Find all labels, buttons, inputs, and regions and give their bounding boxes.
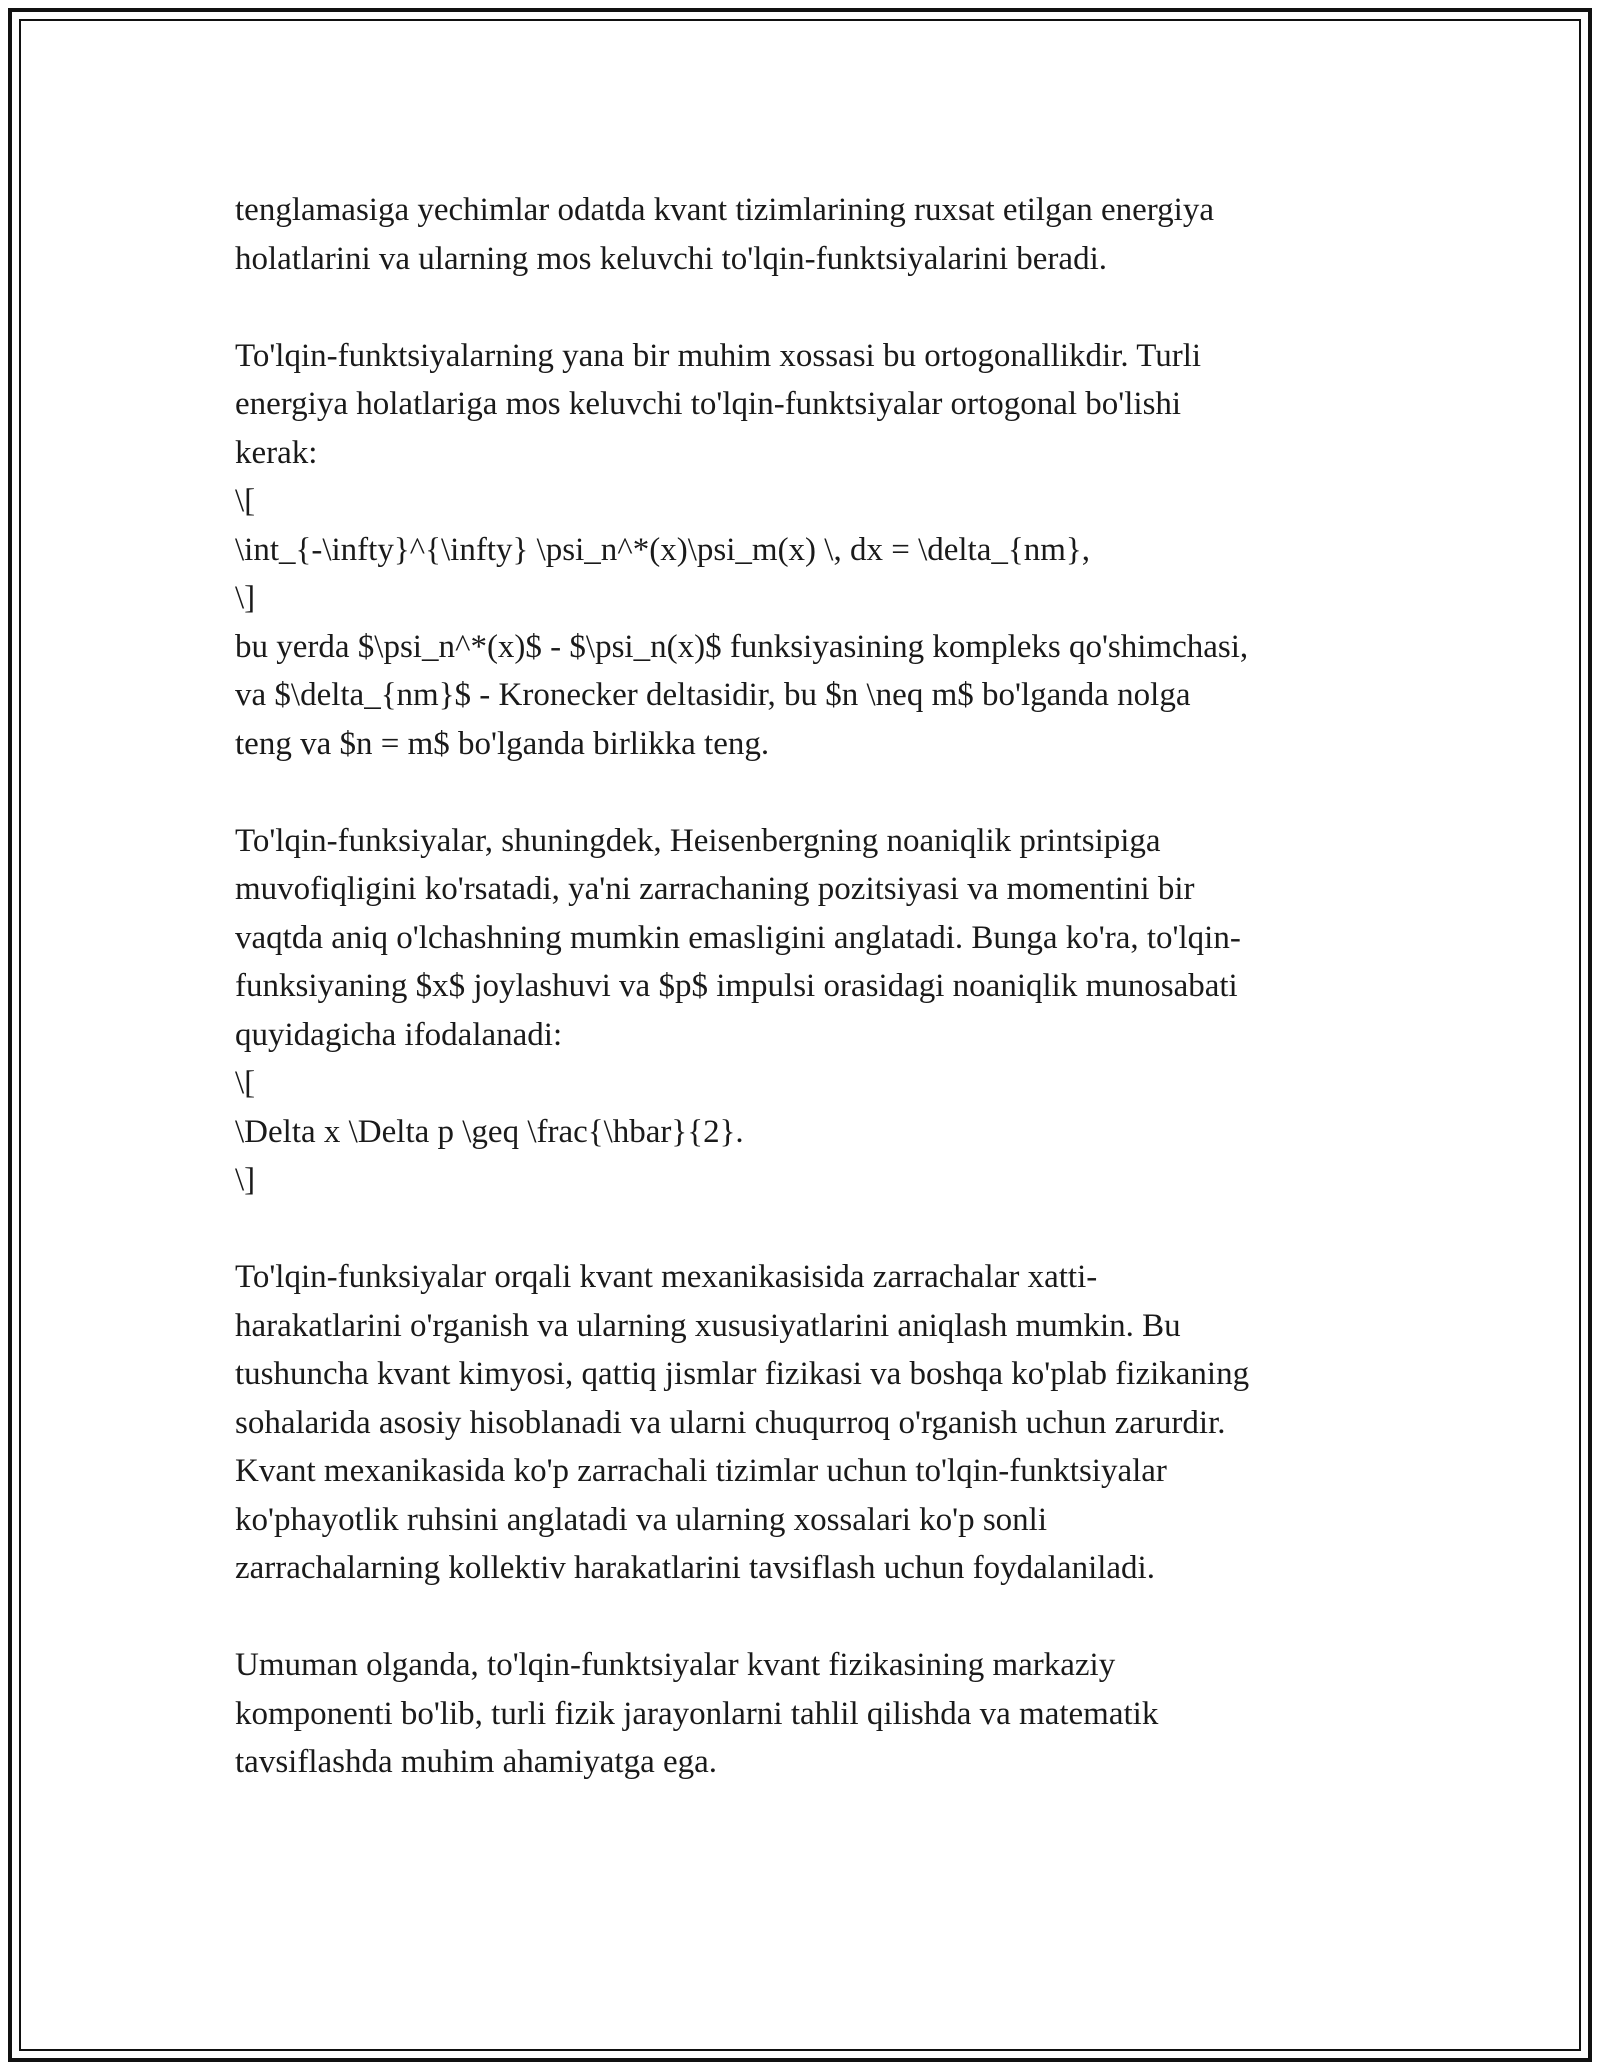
- latex-display-open: \[: [235, 483, 256, 519]
- text-line: tenglamasiga yechimlar odatda kvant tizimlarining ruxsat etilgan energiya: [235, 192, 1214, 228]
- latex-display-close: \]: [235, 1162, 256, 1198]
- paragraph-2: [235, 332, 1365, 769]
- text-line: To'lqin-funksiyalar orqali kvant mexanikasisida zarrachalar xatti-: [235, 1259, 1098, 1295]
- text-line: holatlarini va ularning mos keluvchi to'lqin-funktsiyalarini beradi.: [235, 240, 1107, 277]
- document-body: [235, 186, 1365, 1835]
- paragraph-5: [235, 1641, 1365, 1787]
- latex-uncertainty-equation: \Delta x \Delta p \geq \frac{\hbar}{2}.: [235, 1113, 744, 1150]
- text-line: ko'phayotlik ruhsini anglatadi va ularning xossalari ko'p sonli: [235, 1501, 1048, 1538]
- text-line: muvofiqligini ko'rsatadi, ya'ni zarrachaning pozitsiyasi va momentini bir: [235, 871, 1195, 907]
- text-line: va $\delta_{nm}$ - Kronecker deltasidir, bu $n \neq m$ bo'lganda nolga: [235, 677, 1191, 713]
- text-line: kerak:: [235, 434, 318, 471]
- text-line: quyidagicha ifodalanadi:: [235, 1016, 563, 1053]
- latex-display-close: \]: [235, 580, 256, 616]
- latex-orthogonality-equation: \int_{-\infty}^{\infty} \psi_n^*(x)\psi_m(x) \, dx = \delta_{nm},: [235, 531, 1090, 568]
- text-line: tavsiflashda muhim ahamiyatga ega.: [235, 1744, 718, 1780]
- text-line: harakatlarini o'rganish va ularning xususiyatlarini aniqlash mumkin. Bu: [235, 1307, 1181, 1344]
- text-line: zarrachalarning kollektiv harakatlarini tavsiflash uchun foydalaniladi.: [235, 1550, 1155, 1586]
- text-line: teng va $n = m$ bo'lganda birlikka teng.: [235, 725, 770, 762]
- text-line: sohalarida asosiy hisoblanadi va ularni chuqurroq o'rganish uchun zarurdir.: [235, 1404, 1226, 1441]
- text-line: bu yerda $\psi_n^*(x)$ - $\psi_n(x)$ funksiyasining kompleks qo'shimchasi,: [235, 628, 1249, 665]
- text-line: To'lqin-funksiyalar, shuningdek, Heisenbergning noaniqlik printsipiga: [235, 822, 1161, 859]
- text-line: vaqtda aniq o'lchashning mumkin emasligini anglatadi. Bunga ko'ra, to'lqin-: [235, 919, 1241, 956]
- text-line: Umuman olganda, to'lqin-funktsiyalar kvant fizikasining markaziy: [235, 1647, 1116, 1683]
- text-line: funksiyaning $x$ joylashuvi va $p$ impulsi orasidagi noaniqlik munosabati: [235, 968, 1238, 1004]
- text-line: komponenti bo'lib, turli fizik jarayonlarni tahlil qilishda va matematik: [235, 1695, 1159, 1732]
- text-line: Kvant mexanikasida ko'p zarrachali tizimlar uchun to'lqin-funktsiyalar: [235, 1453, 1167, 1489]
- text-line: energiya holatlariga mos keluvchi to'lqin-funktsiyalar ortogonal bo'lishi: [235, 386, 1182, 422]
- paragraph-1: [235, 186, 1365, 283]
- text-line: tushuncha kvant kimyosi, qattiq jismlar fizikasi va boshqa ko'plab fizikaning: [235, 1356, 1250, 1392]
- paragraph-3: [235, 817, 1365, 1205]
- latex-display-open: \[: [235, 1065, 256, 1101]
- paragraph-4: [235, 1253, 1365, 1593]
- text-line: To'lqin-funktsiyalarning yana bir muhim xossasi bu ortogonallikdir. Turli: [235, 337, 1202, 374]
